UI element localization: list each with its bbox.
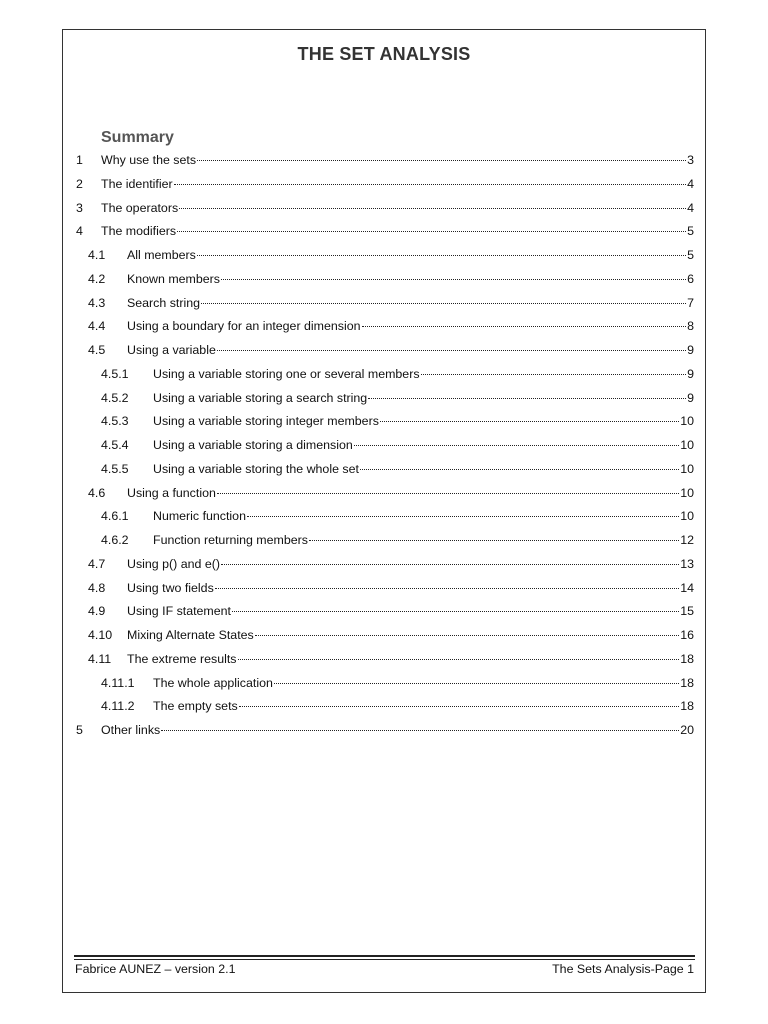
toc-entry-title: Why use the sets bbox=[101, 153, 197, 167]
toc-entry-title: Known members bbox=[127, 271, 220, 286]
summary-heading: Summary bbox=[101, 129, 174, 146]
toc-entry-number: 4.1 bbox=[88, 248, 106, 262]
toc-entry[interactable] bbox=[76, 198, 694, 218]
toc-entry-page: 6 bbox=[687, 271, 694, 286]
toc-entry[interactable] bbox=[101, 459, 694, 479]
toc-entry-number: 4.5.5 bbox=[101, 461, 129, 476]
toc-entry-number: 4.11 bbox=[88, 651, 112, 666]
toc-entry-page: 13 bbox=[680, 556, 694, 571]
toc-entry[interactable] bbox=[101, 388, 694, 408]
toc-entry-number: 4.7 bbox=[88, 556, 106, 571]
toc-entry-title: Function returning members bbox=[153, 533, 308, 547]
toc-entry-number: 4.5.1 bbox=[101, 366, 129, 381]
toc-entry[interactable] bbox=[101, 506, 694, 526]
toc-entry[interactable] bbox=[88, 316, 694, 336]
document-title: THE SET ANALYSIS bbox=[297, 44, 471, 64]
toc-entry-title: All members bbox=[127, 248, 196, 262]
toc-entry-number: 4.3 bbox=[88, 295, 106, 310]
toc-entry-page: 10 bbox=[680, 414, 694, 429]
toc-entry[interactable] bbox=[101, 673, 694, 693]
toc-entry-title: The identifier bbox=[101, 176, 173, 191]
toc-entry-title: Using a variable storing the whole set bbox=[153, 461, 359, 476]
toc-entry-number: 4.5.4 bbox=[101, 438, 129, 452]
footer-author-version: Fabrice AUNEZ – version 2.1 bbox=[75, 962, 236, 976]
toc-entry-title: Search string bbox=[127, 295, 201, 310]
toc-entry-title: Using a variable storing a search string bbox=[153, 390, 368, 405]
toc-entry-page: 18 bbox=[680, 699, 694, 714]
toc-entry-page: 9 bbox=[687, 390, 694, 405]
toc-dot-leader bbox=[217, 350, 686, 351]
toc-entry-number: 4.4 bbox=[88, 319, 106, 334]
toc-entry[interactable] bbox=[88, 340, 694, 360]
toc-entry-number: 4.6.2 bbox=[101, 533, 129, 547]
toc-dot-leader bbox=[360, 469, 679, 470]
toc-entry[interactable] bbox=[101, 364, 694, 384]
toc-entry[interactable] bbox=[76, 720, 694, 740]
toc-dot-leader bbox=[161, 730, 679, 731]
toc-dot-leader bbox=[201, 303, 686, 304]
toc-entry-title: The whole application bbox=[153, 675, 273, 690]
toc-entry-title: Numeric function bbox=[153, 509, 246, 524]
toc-dot-leader bbox=[247, 516, 679, 517]
toc-dot-leader bbox=[177, 231, 686, 232]
toc-dot-leader bbox=[197, 255, 686, 256]
toc-entry-title: Using p() and e() bbox=[127, 556, 220, 571]
toc-entry[interactable] bbox=[76, 150, 694, 170]
toc-entry-page: 16 bbox=[680, 628, 694, 642]
toc-entry-number: 4.11.2 bbox=[101, 699, 135, 714]
toc-entry[interactable] bbox=[88, 625, 694, 645]
toc-entry-page: 14 bbox=[680, 580, 694, 595]
footer-rule bbox=[74, 955, 695, 957]
toc-entry-title: The extreme results bbox=[127, 651, 237, 666]
toc-entry-number: 4.6 bbox=[88, 485, 106, 500]
toc-dot-leader bbox=[197, 160, 686, 161]
toc-dot-leader bbox=[354, 445, 679, 446]
toc-entry[interactable] bbox=[101, 530, 694, 550]
toc-entry-number: 4 bbox=[76, 224, 83, 239]
toc-entry-page: 15 bbox=[680, 604, 694, 619]
toc-dot-leader bbox=[221, 279, 686, 280]
toc-entry-page: 9 bbox=[687, 366, 694, 381]
toc-entry-title: The empty sets bbox=[153, 699, 238, 714]
toc-dot-leader bbox=[380, 421, 679, 422]
toc-entry-page: 3 bbox=[687, 153, 694, 167]
toc-entry-page: 8 bbox=[687, 319, 694, 334]
toc-entry[interactable] bbox=[88, 649, 694, 669]
toc-entry-number: 4.5 bbox=[88, 343, 106, 357]
toc-entry-title: Using a variable bbox=[127, 343, 216, 357]
toc-entry-number: 2 bbox=[76, 176, 83, 191]
toc-entry-title: Other links bbox=[101, 723, 161, 737]
toc-entry-number: 3 bbox=[76, 200, 83, 215]
toc-entry-title: Using a variable storing one or several members bbox=[153, 366, 420, 381]
toc-entry-page: 5 bbox=[687, 224, 694, 239]
toc-entry-page: 12 bbox=[680, 533, 694, 547]
toc-entry-number: 5 bbox=[76, 723, 83, 737]
toc-entry-number: 4.5.2 bbox=[101, 390, 129, 405]
toc-entry-page: 10 bbox=[680, 438, 694, 452]
toc-dot-leader bbox=[421, 374, 687, 375]
toc-entry[interactable] bbox=[76, 221, 694, 241]
toc-entry-page: 10 bbox=[680, 509, 694, 524]
toc-entry-number: 4.11.1 bbox=[101, 675, 135, 690]
toc-entry-title: Using a variable storing integer members bbox=[153, 414, 379, 429]
toc-entry[interactable] bbox=[88, 269, 694, 289]
toc-dot-leader bbox=[179, 208, 686, 209]
toc-entry[interactable] bbox=[101, 696, 694, 716]
footer-rule-thin bbox=[74, 959, 695, 960]
toc-entry-page: 10 bbox=[680, 485, 694, 500]
toc-entry[interactable] bbox=[88, 601, 694, 621]
toc-dot-leader bbox=[309, 540, 679, 541]
toc-entry-page: 18 bbox=[680, 651, 694, 666]
toc-entry[interactable] bbox=[76, 174, 694, 194]
toc-dot-leader bbox=[274, 683, 679, 684]
toc-entry-title: Using IF statement bbox=[127, 604, 231, 619]
toc-entry-page: 9 bbox=[687, 343, 694, 357]
toc-entry[interactable] bbox=[88, 245, 694, 265]
toc-entry-number: 4.6.1 bbox=[101, 509, 129, 524]
toc-entry-title: Mixing Alternate States bbox=[127, 628, 254, 642]
footer-page-label: The Sets Analysis-Page 1 bbox=[552, 962, 694, 976]
toc-entry-title: Using a function bbox=[127, 485, 216, 500]
toc-dot-leader bbox=[215, 588, 679, 589]
toc-dot-leader bbox=[368, 398, 686, 399]
toc-entry-page: 10 bbox=[680, 461, 694, 476]
toc-entry[interactable] bbox=[101, 435, 694, 455]
toc-entry[interactable] bbox=[88, 554, 694, 574]
toc-dot-leader bbox=[255, 635, 679, 636]
toc-entry-page: 7 bbox=[687, 295, 694, 310]
toc-dot-leader bbox=[232, 611, 679, 612]
toc-entry-page: 20 bbox=[680, 723, 694, 737]
toc-entry-number: 4.2 bbox=[88, 271, 106, 286]
toc-dot-leader bbox=[221, 564, 679, 565]
toc-entry-number: 1 bbox=[76, 153, 83, 167]
toc-entry[interactable] bbox=[88, 293, 694, 313]
toc-entry-page: 4 bbox=[687, 176, 694, 191]
toc-entry[interactable] bbox=[101, 411, 694, 431]
toc-entry-number: 4.5.3 bbox=[101, 414, 129, 429]
toc-entry[interactable] bbox=[88, 578, 694, 598]
toc-dot-leader bbox=[174, 184, 686, 185]
toc-entry-number: 4.8 bbox=[88, 580, 106, 595]
toc-entry-title: The operators bbox=[101, 200, 179, 215]
toc-dot-leader bbox=[217, 493, 679, 494]
toc-entry-title: Using two fields bbox=[127, 580, 214, 595]
toc-dot-leader bbox=[239, 706, 680, 707]
toc-dot-leader bbox=[238, 659, 680, 660]
toc-entry-number: 4.10 bbox=[88, 628, 113, 642]
toc-entry-page: 18 bbox=[680, 675, 694, 690]
toc-entry-page: 5 bbox=[687, 248, 694, 262]
toc-entry-number: 4.9 bbox=[88, 604, 106, 619]
toc-entry-page: 4 bbox=[687, 200, 694, 215]
toc-entry-title: Using a variable storing a dimension bbox=[153, 438, 353, 452]
toc-dot-leader bbox=[362, 326, 687, 327]
toc-entry[interactable] bbox=[88, 483, 694, 503]
toc-entry-title: Using a boundary for an integer dimension bbox=[127, 319, 361, 334]
toc-entry-title: The modifiers bbox=[101, 224, 177, 239]
